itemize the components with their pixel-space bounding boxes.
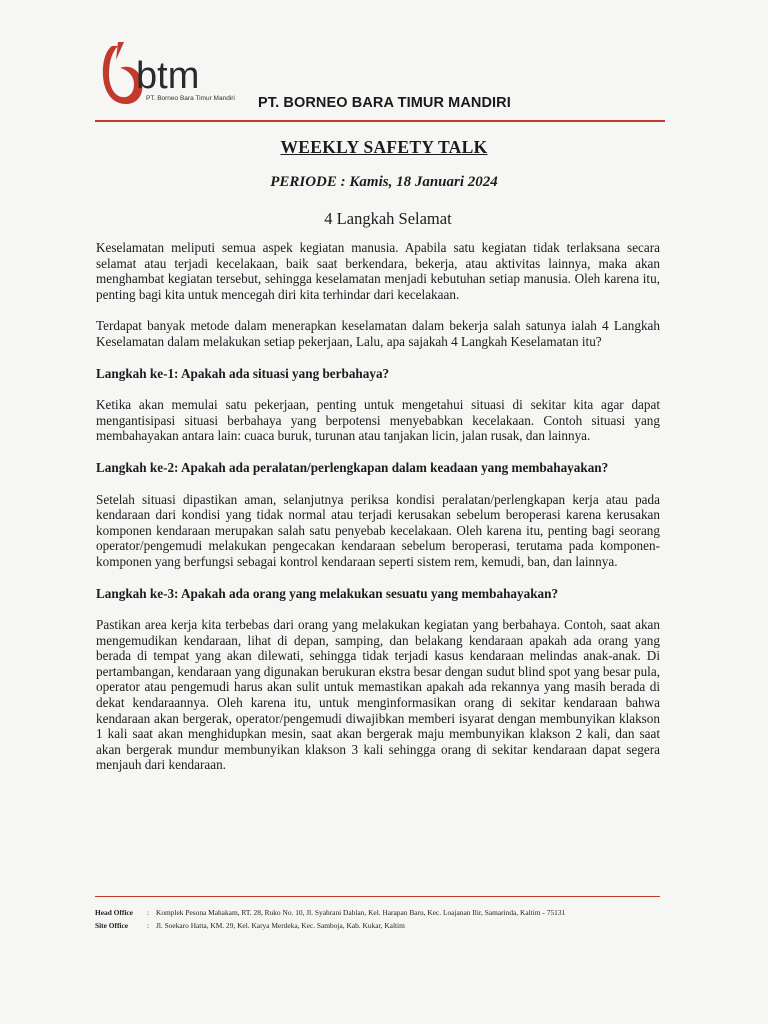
document-body [96, 240, 660, 773]
company-name: PT. BORNEO BARA TIMUR MANDIRI [258, 95, 511, 111]
site-office-row [95, 919, 565, 932]
footer-divider [95, 896, 660, 897]
site-office-address: Jl. Soekaro Hatta, KM. 29, Kel. Karya Merdeka, Kec. Samboja, Kab. Kukar, Kaltim [156, 921, 405, 930]
head-office-row [95, 906, 565, 919]
step-2-body: Setelah situasi dipastikan aman, selanjutnya periksa kondisi peralatan/perlengkapan kerja atau pada kendaraan dari kondisi yang tidak normal atau terjadi kerusakan sebelum beroperasi karena kerusakan komponen kendaraan merupakan salah satu penyebab kecelakaan. Oleh karena itu, penting bagi seorang operator/pengemudi melakukan pengecakan kendaraan sebelum beroperasi, terutama pada komponen-komponen yang berfungsi sebagai kontrol kendaraan seperti sistem rem, kemudi, ban, dan lainnya. [96, 491, 660, 569]
intro-paragraph-1: Keselamatan meliputi semua aspek kegiatan manusia. Apabila satu kegiatan tidak terlaksana secara selamat atau terjadi kecelakaan, baik saat berkendara, bekerja, atau aktivitas lainnya, maka akan menghambat kegiatan tersebut, sehingga keselamatan menjadi kebutuhan setiap manusia. Oleh karena itu, penting bagi kita untuk mencegah diri kita terhindar dari kecelakaan. [96, 240, 660, 302]
site-office-colon: : [147, 921, 150, 930]
step-1-body: Ketika akan memulai satu pekerjaan, penting untuk mengetahui situasi di sekitar kita agar dapat mengantisipasi situasi berbahaya yang berpotensi menyebabkan kecelakaan. Contoh situasi yang membahayakan antara lain: cuaca buruk, turunan atau tanjakan licin, jalan rusak, dan lainnya. [96, 397, 660, 444]
header-divider [95, 120, 665, 122]
step-2-heading: Langkah ke-2: Apakah ada peralatan/perlengkapan dalam keadaan yang membahayakan? [96, 459, 609, 475]
step-3-heading: Langkah ke-3: Apakah ada orang yang melakukan sesuatu yang membahayakan? [96, 585, 559, 601]
document-title: WEEKLY SAFETY TALK [280, 137, 488, 157]
head-office-address: Komplek Pesona Mahakam, RT. 28, Ruko No. 10, Jl. Syahrani Dahlan, Kel. Harapan Baru, Kec. Loajanan Ilir, Samarinda, Kaltim - 75131 [156, 908, 566, 917]
logo-text: btm [136, 55, 200, 97]
step-3-body: Pastikan area kerja kita terbebas dari orang yang melakukan kegiatan yang berbahaya. Contoh, saat akan mengemudikan kendaraan, lihat di depan, samping, dan belakang kendaraan apakah ada orang yang berada di tempat yang akan dilewati, sehingga tidak terjadi kasus kendaraan melindas anak-anak. Di pertambangan, kendaraan yang digunakan berukuran ekstra besar dengan sudut blind spot yang besar pula, operator atau pengemudi harus akan sulit untuk memastikan apakah ada rekannya yang masih berada di dekat kendaraannya. Oleh karena itu, untuk menginformasikan orang di sekitar kendaraan bahwa kendaraan akan bergerak, operator/pengemudi diwajibkan memberi isyarat dengan membunyikan klakson 1 kali saat akan menghidupkan mesin, saat akan bergerak maju membunyikan klakson 2 kali, dan saat akan bergerak mundur membunyikan klakson 3 kali sehingga orang di sekitar kendaraan dapat segera menjauh dari kendaraan. [96, 617, 660, 773]
company-logo [98, 40, 248, 110]
document-subtitle: 4 Langkah Selamat [324, 209, 452, 228]
intro-paragraph-2: Terdapat banyak metode dalam menerapkan keselamatan dalam bekerja salah satunya ialah 4 Langkah Keselamatan dalam melakukan setiap pekerjaan, Lalu, apa sajakah 4 Langkah Keselamatan itu? [96, 318, 660, 349]
head-office-label: Head Office [95, 908, 133, 917]
footer-addresses [95, 906, 565, 932]
document-period: PERIODE : Kamis, 18 Januari 2024 [270, 174, 498, 190]
step-1-heading: Langkah ke-1: Apakah ada situasi yang berbahaya? [96, 365, 390, 381]
logo-subtext: PT. Borneo Bara Timur Mandiri [146, 95, 235, 102]
head-office-colon: : [147, 908, 150, 917]
site-office-label: Site Office [95, 921, 129, 930]
